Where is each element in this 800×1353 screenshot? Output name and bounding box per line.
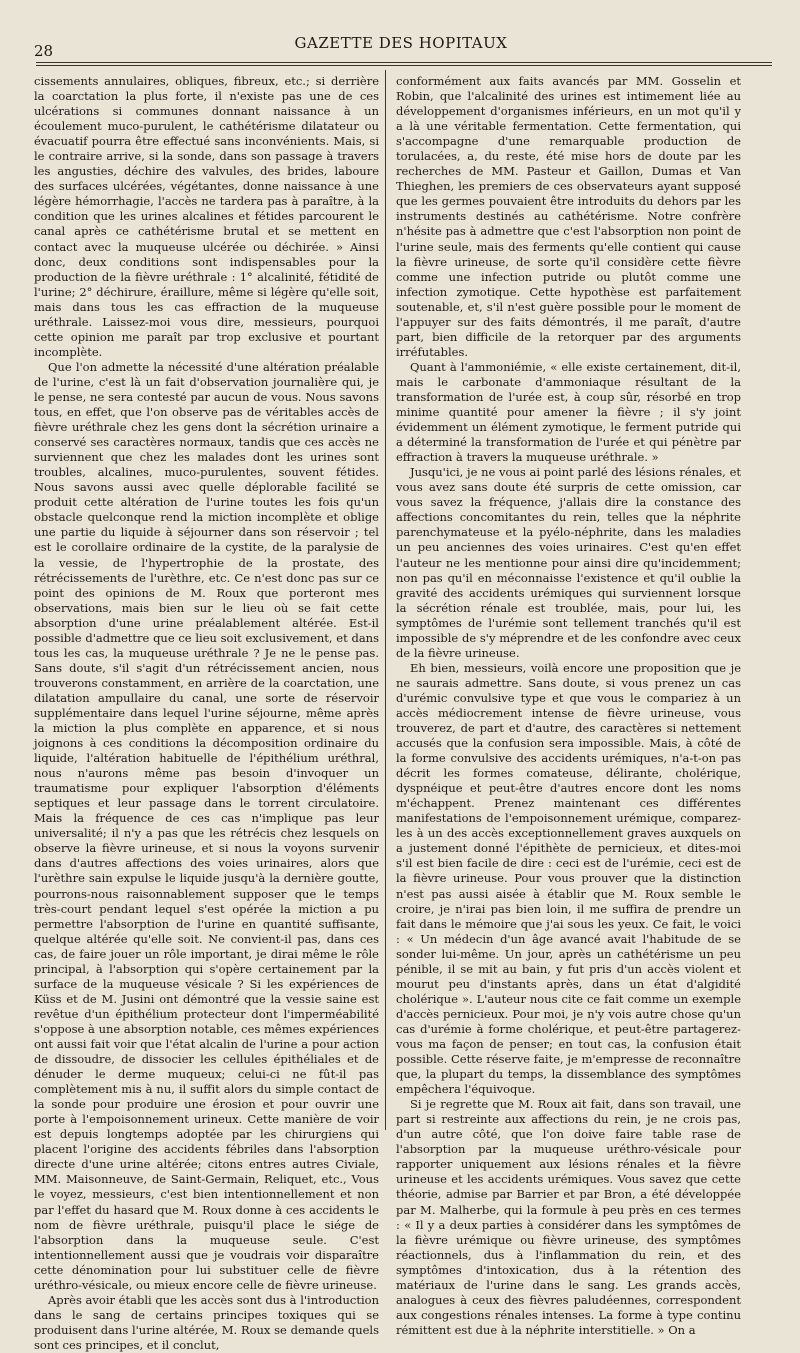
paragraph: Si je regrette que M. Roux ait fait, dans son travail, une part si restreinte aux affections du rein, je ne crois pas, d'un autre côté, que l'on doive faire table rase de l'absorption par la muqueuse uréthro-vésicale pour rapporter uniquement aux lésions rénales et la fièvre urineuse et les accidents urémiques. Vous savez que cette théorie, admise par Barrier et par Bron, a été développée par M. Malherbe, qui la formule à peu près en ces termes : « Il y a deux parties à considérer dans les symptômes de la fièvre urémique ou fièvre urineuse, des symptômes réactionnels, dus à l'inflammation du rein, et des symptômes d'intoxication, dus à la rétention des matériaux de l'urine dans le sang. Les grands accès, analogues à ceux des fièvres paludéennes, correspondent aux congestions rénales intenses. La forme à type continu rémittent est due à la néphrite interstitielle. » On a [396,1097,741,1337]
left-column [34,74,379,1352]
header-rule [36,62,772,63]
paragraph: Quant à l'ammoniémie, « elle existe certainement, dit-il, mais le carbonate d'ammoniaque résultant de la transformation de l'urée est, à coup sûr, résorbé en trop minime quantité pour amener la fièvre ; il s'y joint évidemment un élément zymotique, le ferment putride qui a déterminé la transformation de l'urée et qui pénètre par effraction à travers la muqueuse uréthrale. » [396,359,741,465]
column-divider [385,70,386,1130]
page-header [34,34,768,64]
paragraph: Que l'on admette la nécessité d'une altération préalable de l'urine, c'est là un fait d'observation journalière qui, je le pense, ne sera contesté par aucun de vous. Nous savons tous, en effet, que l'on observe pas de véritables accès de fièvre uréthrale chez les gens dont la sécrétion urinaire a conservé ses caractères normaux, tandis que ces accès ne surviennent que chez les malades dont les urines sont troubles, alcalines, muco-purulentes, souvent fétides. Nous savons aussi avec quelle déplorable facilité se produit cette altération de l'urine toutes les fois qu'un obstacle quelconque rend la miction incomplète et oblige une partie du liquide à séjourner dans son réservoir ; tel est le corollaire ordinaire de la cystite, de la paralysie de la vessie, de l'hypertrophie de la prostate, des rétrécissements de l'urèthre, etc. Ce n'est donc pas sur ce point des opinions de M. Roux que porteront mes observations, mais bien sur le lieu où se fait cette absorption d'une urine préalablement altérée. Est-il possible d'admettre que ce lieu soit exclusivement, et dans tous les cas, la muqueuse uréthrale ? Je ne le pense pas. Sans doute, s'il s'agit d'un rétrécissement ancien, nous trouverons constamment, en arrière de la coarctation, une dilatation ampullaire du canal, une sorte de réservoir supplémentaire dans lequel l'urine séjourne, même après la miction la plus complète en apparence, et si nous joignons à ces conditions la décomposition ordinaire du liquide, l'altération habituelle de l'épithélium uréthral, nous n'aurons même pas besoin d'invoquer un traumatisme pour expliquer l'absorption d'éléments septiques et leur passage dans le torrent circulatoire. Mais la fréquence de ces cas n'implique pas leur universalité; il n'y a pas que les rétrécis chez lesquels on observe la fièvre urineuse, et si nous la voyons survenir dans d'autres affections des voies urinaires, alors que l'urèthre sain expulse le liquide jusqu'à la dernière goutte, pourrons-nous raisonnablement supposer que le temps très-court pendant lequel s'est opérée la miction a pu permettre l'absorption de l'urine en quantité suffisante, quelque altérée qu'elle soit. Ne convient-il pas, dans ces cas, de faire jouer un rôle important, je dirai même le rôle principal, à l'absorption qui s'opère certainement par la surface de la muqueuse vésicale ? Si les expériences de Küss et de M. Jusini ont démontré que la vessie saine est revêtue d'un épithélium protecteur dont l'imperméabilité s'oppose à une absorption notable, ces mêmes expériences ont aussi fait voir que l'état alcalin de l'urine a pour action de dissoudre, de dissocier les cellules épithéliales et de dénuder le derme muqueux; celui-ci ne fût-il pas complètement mis à nu, il suffit alors du simple contact de la sonde pour produire une érosion et pour ouvrir une porte à l'empoisonnement urineux. Cette manière de voir est depuis longtemps adoptée par les chirurgiens qui placent l'origine des accidents fébriles dans l'absorption directe d'une urine altérée; citons entres autres Civiale, MM. Maisonneuve, de Saint-Germain, Reliquet, etc., Vous le voyez, messieurs, c'est bien intentionnellement et non par l'effet du hasard que M. Roux donne à ces accidents le nom de fièvre uréthrale, puisqu'il place le siége de l'absorption dans la muqueuse seule. C'est intentionnellement aussi que je voudrais voir disparaître cette dénomination pour lui substituer celle de fièvre uréthro-vésicale, ou mieux encore celle de fièvre urineuse. [34,359,379,1292]
header-rule-double [36,65,772,66]
right-column [396,74,741,1337]
paragraph: Eh bien, messieurs, voilà encore une proposition que je ne saurais admettre. Sans doute, si vous prenez un cas d'urémic convulsive type et que vous le compariez à un accès médiocrement intense de fièvre urineuse, vous trouverez, de part et d'autre, des caractères si nettement accusés que la confusion sera impossible. Mais, à côté de la forme convulsive des accidents urémiques, n'a-t-on pas décrit les formes comateuse, délirante, cholérique, dyspnéique et peut-être d'autres encore dont les noms m'échappent. Prenez maintenant ces différentes manifestations de l'empoisonnement urémique, comparez-les à un des accès exceptionnellement graves auxquels on a justement donné l'épithète de pernicieux, et dites-moi s'il est bien facile de dire : ceci est de l'urémie, ceci est de la fièvre urineuse. Pour vous prouver que la distinction n'est pas aussi aisée à établir que M. Roux semble le croire, je n'irai pas bien loin, il me suffira de prendre un fait dans le mémoire que j'ai sous les yeux. Ce fait, le voici : « Un médecin d'un âge avancé avait l'habitude de se sonder lui-même. Un jour, après un cathétérisme un peu pénible, il se mit au bain, y fut pris d'un accès violent et mourut peu d'instants après, dans un état d'algidité cholérique ». L'auteur nous cite ce fait comme un exemple d'accès pernicieux. Pour moi, je n'y vois autre chose qu'un cas d'urémie à forme cholérique, et peut-être partagerez-vous ma façon de penser; en tout cas, la confusion était possible. Cette réserve faite, je m'empresse de reconnaître que, la plupart du temps, la dissemblance des symptômes empêchera l'équivoque. [396,660,741,1097]
paragraph: conformément aux faits avancés par MM. Gosselin et Robin, que l'alcalinité des urines est intimement liée au développement d'organismes inférieurs, en un mot qu'il y a là une véritable fermentation. Cette fermentation, qui s'accompagne d'une remarquable production de torulacées, a, du reste, été mise hors de doute par les recherches de MM. Pasteur et Gaillon, Dumas et Van Thieghen, les premiers de ces observateurs ayant supposé que les germes pouvaient être introduits du dehors par les instruments destinés au cathétérisme. Notre confrère n'hésite pas à admettre que c'est l'absorption non point de l'urine seule, mais des ferments qu'elle contient qui cause la fièvre urineuse, de sorte qu'il considère cette fièvre comme une infection putride ou plutôt comme une infection zymotique. Cette hypothèse est parfaitement soutenable, et, s'il n'est guère possible pour le moment de l'appuyer sur des faits démontrés, il me paraît, d'autre part, bien difficile de la retorquer par des arguments irréfutables. [396,74,741,359]
page-number: 28 [34,42,54,60]
paragraph: cissements annulaires, obliques, fibreux, etc.; si derrière la coarctation la plus forte, il n'existe pas une de ces ulcérations si communes donnant naissance à un écoulement muco-purulent, le cathétérisme dilatateur ou évacuatif pourra être effectué sans inconvénients. Mais, si le contraire arrive, si la sonde, dans son passage à travers les angusties, déchire des valvules, des brides, laboure des surfaces ulcérées, végétantes, donne naissance à une légère hémorrhagie, l'accès ne tardera pas à paraître, à la condition que les urines alcalines et fétides parcourent le canal après ce cathétérisme brutal et se mettent en contact avec la muqueuse ulcérée ou déchirée. » Ainsi donc, deux conditions sont indispensables pour la production de la fièvre uréthrale : 1° alcalinité, fétidité de l'urine; 2° déchirure, éraillure, même si légère qu'elle soit, mais dans tous les cas effraction de la muqueuse uréthrale. Laissez-moi vous dire, messieurs, pourquoi cette opinion me paraît par trop exclusive et pourtant incomplète. [34,74,379,359]
paragraph: Après avoir établi que les accès sont dus à l'introduction dans le sang de certains principes toxiques qui se produisent dans l'urine altérée, M. Roux se demande quels sont ces principes, et il conclut, [34,1292,379,1352]
paragraph: Jusqu'ici, je ne vous ai point parlé des lésions rénales, et vous avez sans doute été surpris de cette omission, car vous savez la fréquence, j'allais dire la constance des affections concomitantes du rein, telles que la néphrite parenchymateuse et la pyélo-néphrite, dans les maladies un peu anciennes des voies urinaires. C'est qu'en effet l'auteur ne les mentionne pour ainsi dire qu'incidemment; non pas qu'il en méconnaisse l'existence et qu'il oublie la gravité des accidents urémiques qui surviennent lorsque la sécrétion rénale est troublée, mais, pour lui, les symptômes de l'urémie sont tellement tranchés qu'il est impossible de s'y méprendre et de les confondre avec ceux de la fièvre urineuse. [396,465,741,660]
journal-title: GAZETTE DES HOPITAUX [294,34,508,52]
